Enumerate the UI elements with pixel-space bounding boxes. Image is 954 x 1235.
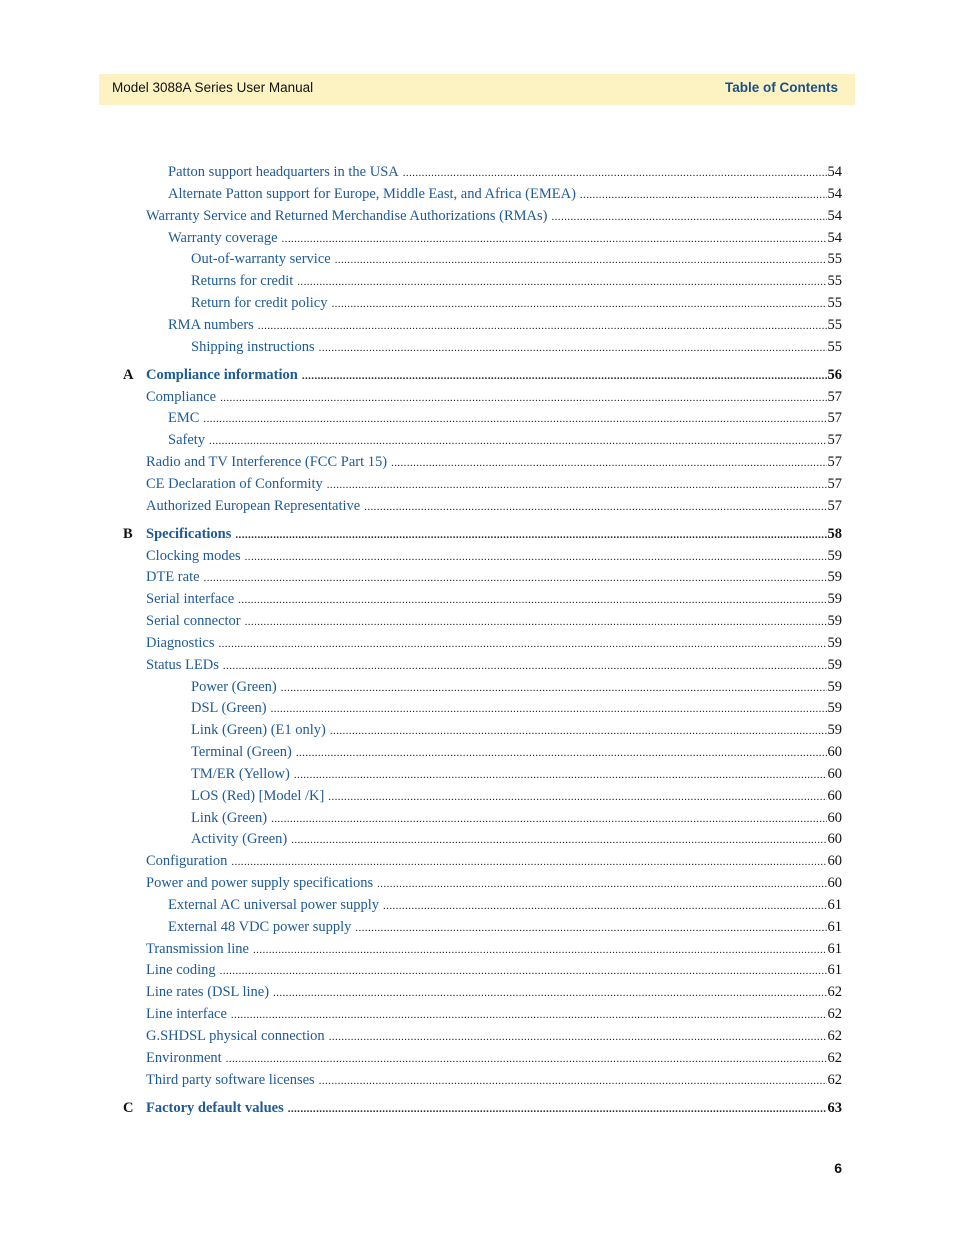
toc-chapter-letter: B xyxy=(123,526,133,542)
toc-leader-dots xyxy=(281,682,827,694)
toc-entry-page: 57 xyxy=(827,389,842,405)
toc-entry-title: DTE rate xyxy=(146,569,200,585)
toc-leader-dots xyxy=(552,211,827,223)
toc-entry-title: LOS (Red) [Model /K] xyxy=(191,788,325,804)
toc-entry[interactable] xyxy=(168,186,842,206)
toc-leader-dots xyxy=(273,987,826,999)
toc-entry-page: 54 xyxy=(827,230,842,246)
toc-leader-dots xyxy=(580,189,827,201)
toc-entry[interactable] xyxy=(146,569,842,589)
toc-entry[interactable] xyxy=(146,1050,842,1070)
toc-entry[interactable] xyxy=(191,788,842,808)
toc-leader-dots xyxy=(328,791,826,803)
toc-chapter-entry[interactable] xyxy=(146,367,842,387)
toc-entry-title: G.SHDSL physical connection xyxy=(146,1028,325,1044)
toc-entry[interactable] xyxy=(146,389,842,409)
toc-chapter-entry[interactable] xyxy=(146,526,842,546)
toc-entry[interactable] xyxy=(168,410,842,430)
toc-entry-page: 62 xyxy=(827,1006,842,1022)
toc-leader-dots xyxy=(220,965,827,977)
toc-entry[interactable] xyxy=(191,700,842,720)
toc-entry-title: Power and power supply specifications xyxy=(146,875,374,891)
toc-entry-title: Authorized European Representative xyxy=(146,498,361,514)
toc-chapter-letter: A xyxy=(123,367,134,383)
toc-entry-title: RMA numbers xyxy=(168,317,254,333)
toc-entry-page: 59 xyxy=(827,613,842,629)
toc-leader-dots xyxy=(258,320,827,332)
toc-leader-dots xyxy=(204,572,827,584)
toc-entry[interactable] xyxy=(146,962,842,982)
toc-entry[interactable] xyxy=(191,339,842,359)
toc-entry[interactable] xyxy=(168,230,842,250)
toc-leader-dots xyxy=(327,479,827,491)
toc-entry-title: Compliance information xyxy=(146,367,298,383)
toc-leader-dots xyxy=(355,922,826,934)
toc-entry-title: Returns for credit xyxy=(191,273,294,289)
toc-leader-dots xyxy=(364,501,826,513)
toc-entry-page: 54 xyxy=(827,164,842,180)
toc-entry[interactable] xyxy=(146,1028,842,1048)
toc-entry-title: Activity (Green) xyxy=(191,831,288,847)
toc-leader-dots xyxy=(335,254,827,266)
toc-entry-title: Line interface xyxy=(146,1006,227,1022)
toc-entry-title: EMC xyxy=(168,410,200,426)
toc-entry-page: 60 xyxy=(827,744,842,760)
toc-entry[interactable] xyxy=(146,476,842,496)
toc-entry-page: 57 xyxy=(827,454,842,470)
toc-entry[interactable] xyxy=(168,897,842,917)
toc-leader-dots xyxy=(209,435,826,447)
toc-entry-page: 58 xyxy=(827,526,842,542)
toc-entry[interactable] xyxy=(146,591,842,611)
toc-leader-dots xyxy=(253,944,827,956)
toc-entry[interactable] xyxy=(191,295,842,315)
toc-entry-title: Status LEDs xyxy=(146,657,219,673)
toc-entry-title: Factory default values xyxy=(146,1100,284,1116)
toc-leader-dots xyxy=(297,276,826,288)
toc-entry[interactable] xyxy=(191,810,842,830)
toc-entry[interactable] xyxy=(191,831,842,851)
toc-entry-page: 59 xyxy=(827,591,842,607)
toc-entry-title: Patton support headquarters in the USA xyxy=(168,164,399,180)
toc-entry-title: Link (Green) (E1 only) xyxy=(191,722,326,738)
toc-entry-page: 59 xyxy=(827,569,842,585)
toc-leader-dots xyxy=(296,747,827,759)
toc-entry-page: 60 xyxy=(827,788,842,804)
toc-entry-title: Serial interface xyxy=(146,591,235,607)
toc-entry-title: Link (Green) xyxy=(191,810,268,826)
toc-entry-title: Line rates (DSL line) xyxy=(146,984,270,1000)
toc-entry[interactable] xyxy=(146,853,842,873)
toc-leader-dots xyxy=(271,813,826,825)
toc-entry[interactable] xyxy=(146,657,842,677)
manual-title: Model 3088A Series User Manual xyxy=(112,80,314,95)
toc-entry[interactable] xyxy=(168,919,842,939)
toc-entry-page: 56 xyxy=(827,367,842,383)
toc-entry-title: Return for credit policy xyxy=(191,295,328,311)
toc-entry[interactable] xyxy=(168,164,842,184)
toc-entry-page: 61 xyxy=(827,919,842,935)
toc-entry-page: 59 xyxy=(827,635,842,651)
toc-entry-title: Specifications xyxy=(146,526,232,542)
toc-entry-page: 61 xyxy=(827,897,842,913)
toc-entry-title: External AC universal power supply xyxy=(168,897,380,913)
page-header xyxy=(99,74,855,105)
toc-leader-dots xyxy=(282,233,827,245)
toc-entry-page: 61 xyxy=(827,941,842,957)
toc-entry[interactable] xyxy=(146,1072,842,1092)
toc-entry-page: 59 xyxy=(827,657,842,673)
toc-entry-page: 55 xyxy=(827,339,842,355)
toc-leader-dots xyxy=(302,370,827,382)
toc-entry[interactable] xyxy=(191,273,842,293)
toc-entry[interactable] xyxy=(146,208,842,228)
toc-entry[interactable] xyxy=(191,766,842,786)
toc-entry-page: 59 xyxy=(827,679,842,695)
toc-entry-title: Line coding xyxy=(146,962,216,978)
toc-entry-title: Power (Green) xyxy=(191,679,277,695)
toc-leader-dots xyxy=(220,392,826,404)
toc-entry-title: Third party software licenses xyxy=(146,1072,315,1088)
toc-entry-title: Serial connector xyxy=(146,613,241,629)
toc-leader-dots xyxy=(231,1009,827,1021)
toc-entry-page: 62 xyxy=(827,984,842,1000)
toc-entry-title: Warranty coverage xyxy=(168,230,278,246)
toc-entry[interactable] xyxy=(191,744,842,764)
toc-entry-page: 60 xyxy=(827,810,842,826)
toc-entry-page: 60 xyxy=(827,853,842,869)
toc-leader-dots xyxy=(223,660,827,672)
toc-leader-dots xyxy=(383,900,826,912)
toc-entry-title: DSL (Green) xyxy=(191,700,267,716)
toc-entry-title: External 48 VDC power supply xyxy=(168,919,352,935)
toc-leader-dots xyxy=(391,457,826,469)
toc-entry[interactable] xyxy=(146,984,842,1004)
toc-leader-dots xyxy=(288,1103,827,1115)
toc-chapter-entry[interactable] xyxy=(146,1100,842,1120)
toc-leader-dots xyxy=(271,703,827,715)
toc-leader-dots xyxy=(332,298,827,310)
toc-entry[interactable] xyxy=(168,317,842,337)
toc-entry-title: Environment xyxy=(146,1050,222,1066)
toc-entry[interactable] xyxy=(191,722,842,742)
toc-entry-page: 54 xyxy=(827,208,842,224)
toc-leader-dots xyxy=(238,594,826,606)
toc-entry[interactable] xyxy=(168,432,842,452)
page-number: 6 xyxy=(834,1160,842,1176)
section-title: Table of Contents xyxy=(725,80,838,95)
toc-entry-page: 61 xyxy=(827,962,842,978)
toc-entry-title: Compliance xyxy=(146,389,217,405)
toc-entry-title: Safety xyxy=(168,432,206,448)
toc-entry[interactable] xyxy=(146,498,842,518)
toc-entry[interactable] xyxy=(146,941,842,961)
toc-entry[interactable] xyxy=(146,635,842,655)
toc-entry-title: Configuration xyxy=(146,853,228,869)
toc-entry-page: 55 xyxy=(827,251,842,267)
toc-entry[interactable] xyxy=(146,454,842,474)
toc-entry-title: TM/ER (Yellow) xyxy=(191,766,290,782)
toc-entry-page: 60 xyxy=(827,875,842,891)
toc-entry-page: 54 xyxy=(827,186,842,202)
toc-entry-page: 63 xyxy=(827,1100,842,1116)
toc-leader-dots xyxy=(319,342,827,354)
toc-entry-title: Shipping instructions xyxy=(191,339,315,355)
toc-leader-dots xyxy=(291,834,826,846)
toc-entry-title: Out-of-warranty service xyxy=(191,251,331,267)
toc-leader-dots xyxy=(231,856,826,868)
toc-entry-page: 62 xyxy=(827,1050,842,1066)
toc-entry[interactable] xyxy=(191,679,842,699)
toc-entry-page: 55 xyxy=(827,317,842,333)
toc-leader-dots xyxy=(329,1031,827,1043)
toc-entry-page: 62 xyxy=(827,1072,842,1088)
toc-chapter-letter: C xyxy=(123,1100,134,1116)
toc-entry[interactable] xyxy=(146,1006,842,1026)
toc-entry-title: Warranty Service and Returned Merchandise Authorizations (RMAs) xyxy=(146,208,548,224)
toc-leader-dots xyxy=(203,413,826,425)
toc-entry-title: Diagnostics xyxy=(146,635,215,651)
toc-leader-dots xyxy=(330,725,827,737)
toc-entry-page: 57 xyxy=(827,432,842,448)
toc-leader-dots xyxy=(403,167,827,179)
toc-leader-dots xyxy=(245,551,827,563)
toc-entry[interactable] xyxy=(191,251,842,271)
toc-leader-dots xyxy=(218,638,826,650)
toc-entry-page: 57 xyxy=(827,498,842,514)
toc-leader-dots xyxy=(377,878,826,890)
toc-entry-page: 59 xyxy=(827,548,842,564)
toc-entry-page: 59 xyxy=(827,722,842,738)
toc-entry-title: Clocking modes xyxy=(146,548,241,564)
toc-entry-title: Transmission line xyxy=(146,941,249,957)
toc-leader-dots xyxy=(245,616,827,628)
toc-entry[interactable] xyxy=(146,613,842,633)
toc-entry-title: CE Declaration of Conformity xyxy=(146,476,323,492)
toc-entry-page: 60 xyxy=(827,831,842,847)
toc-entry[interactable] xyxy=(146,548,842,568)
toc-leader-dots xyxy=(226,1053,827,1065)
toc-entry-page: 60 xyxy=(827,766,842,782)
toc-entry-title: Terminal (Green) xyxy=(191,744,292,760)
toc-entry-page: 57 xyxy=(827,410,842,426)
toc-leader-dots xyxy=(235,529,826,541)
toc-entry-title: Radio and TV Interference (FCC Part 15) xyxy=(146,454,388,470)
toc-leader-dots xyxy=(319,1075,827,1087)
toc-entry[interactable] xyxy=(146,875,842,895)
toc-entry-page: 62 xyxy=(827,1028,842,1044)
toc-entry-page: 55 xyxy=(827,273,842,289)
toc-entry-page: 59 xyxy=(827,700,842,716)
toc-leader-dots xyxy=(294,769,827,781)
toc-entry-page: 55 xyxy=(827,295,842,311)
toc-entry-title: Alternate Patton support for Europe, Middle East, and Africa (EMEA) xyxy=(168,186,576,202)
toc-entry-page: 57 xyxy=(827,476,842,492)
